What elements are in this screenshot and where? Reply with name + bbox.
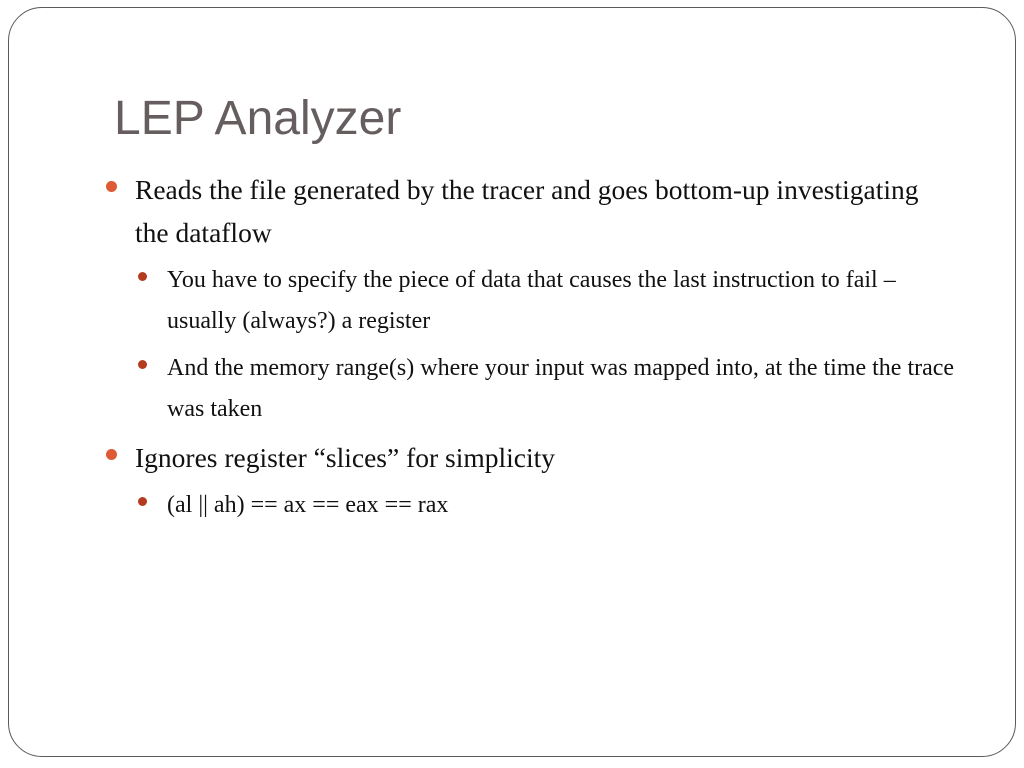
slide-title: LEP Analyzer <box>114 92 402 145</box>
bullet-text: Ignores register “slices” for simplicity <box>135 442 556 473</box>
bullet-icon <box>138 272 147 281</box>
bullet-item <box>105 168 955 254</box>
bullet-icon <box>106 449 117 460</box>
bullet-icon <box>138 497 147 506</box>
sub-bullet-item <box>136 348 955 430</box>
bullet-icon <box>106 181 117 192</box>
bullet-item <box>105 436 955 479</box>
sub-bullet-text: And the memory range(s) where your input was mapped into, at the time the trace was taken <box>167 355 955 422</box>
bullet-text: Reads the file generated by the tracer and goes bottom-up investigating the dataflow <box>135 174 919 248</box>
sub-bullet-item <box>136 260 955 342</box>
bullet-icon <box>138 360 147 369</box>
sub-bullet-item <box>136 485 955 526</box>
sub-bullet-text: You have to specify the piece of data that causes the last instruction to fail – usually (always?) a register <box>167 267 896 334</box>
sub-bullet-text: (al || ah) == ax == eax == rax <box>167 492 449 518</box>
slide-body <box>105 168 955 532</box>
